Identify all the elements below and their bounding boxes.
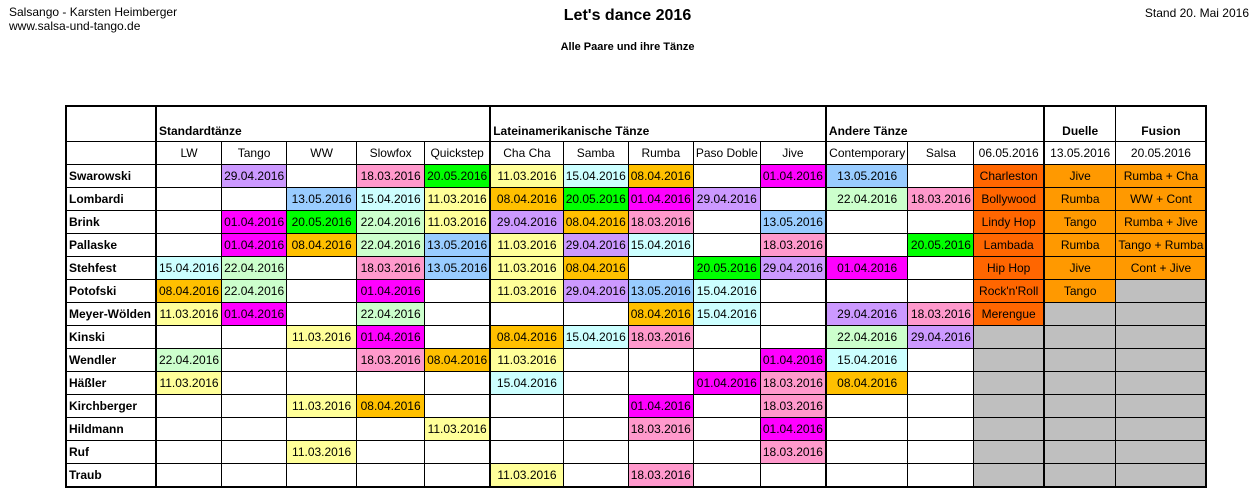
dance-cell: 22.04.2016 [357,303,425,326]
dance-cell [222,326,287,349]
couple-name: Wendler [66,349,156,372]
stand-date: Stand 20. Mai 2016 [1144,6,1249,20]
dance-cell [693,234,760,257]
dance-cell: 13.05.2016 [628,280,693,303]
dance-cell [628,257,693,280]
dance-cell [425,441,491,464]
dance-cell: 18.03.2016 [760,395,826,418]
dance-cell: Rumba [1044,188,1116,211]
dance-cell: 18.03.2016 [908,188,974,211]
column-header: Salsa [908,142,974,165]
dance-cell [563,464,628,488]
dance-cell [760,188,826,211]
dance-cell: 01.04.2016 [628,188,693,211]
table-row [66,441,1206,464]
dance-cell: Cont + Jive [1116,257,1207,280]
dance-cell: 18.03.2016 [357,349,425,372]
dance-cell: 11.03.2016 [490,280,563,303]
dance-cell: 29.04.2016 [222,165,287,188]
dance-cell [693,441,760,464]
column-header: Samba [563,142,628,165]
dance-cell: Lindy Hop [974,211,1044,234]
author-label: Salsango - Karsten Heimberger [9,5,178,19]
dance-cell: 18.03.2016 [628,326,693,349]
dance-cell [1116,280,1207,303]
group-andere: Andere Tänze [826,106,1044,142]
dance-cell: 11.03.2016 [490,234,563,257]
dance-cell: 13.05.2016 [287,188,357,211]
dance-cell [425,303,491,326]
table-row [66,188,1206,211]
dance-cell [222,395,287,418]
dance-cell: 18.03.2016 [760,234,826,257]
dance-cell [826,211,908,234]
dance-cell: 13.05.2016 [425,257,491,280]
couple-name: Häßler [66,372,156,395]
column-header: Jive [760,142,826,165]
column-header: Quickstep [425,142,491,165]
dance-cell: 20.05.2016 [908,234,974,257]
dance-cell [222,441,287,464]
dance-cell: Hip Hop [974,257,1044,280]
dance-cell [222,349,287,372]
dance-cell [693,165,760,188]
couple-name: Swarowski [66,165,156,188]
dance-cell: Tango + Rumba [1116,234,1207,257]
dance-cell [908,372,974,395]
dance-cell: Rock'n'Roll [974,280,1044,303]
dance-cell [693,211,760,234]
dance-cell [1116,441,1207,464]
dance-cell [222,372,287,395]
dance-cell: 11.03.2016 [490,165,563,188]
dance-cell: 08.04.2016 [490,326,563,349]
dance-cell [1116,372,1207,395]
dance-cell [563,303,628,326]
column-header: Rumba [628,142,693,165]
dance-cell: 20.05.2016 [563,188,628,211]
dance-cell: 01.04.2016 [628,395,693,418]
dance-cell: 01.04.2016 [760,418,826,441]
corner-cell [66,142,156,165]
table-row [66,395,1206,418]
table-row [66,280,1206,303]
dance-cell [826,395,908,418]
dance-cell: 01.04.2016 [222,234,287,257]
dance-cell: 15.04.2016 [490,372,563,395]
dance-cell: Merengue [974,303,1044,326]
dance-cell [425,280,491,303]
couple-name: Kirchberger [66,395,156,418]
dance-cell: 15.04.2016 [563,165,628,188]
dance-cell [1044,326,1116,349]
dance-cell [222,418,287,441]
dance-cell [826,441,908,464]
dance-cell [156,441,222,464]
group-header-row [66,106,1206,142]
dance-cell [425,395,491,418]
dance-cell [357,418,425,441]
dance-cell [760,280,826,303]
column-header: 06.05.2016 [974,142,1044,165]
dance-cell: 20.05.2016 [287,211,357,234]
dance-cell: 18.03.2016 [628,211,693,234]
group-duelle: Duelle [1044,106,1116,142]
dance-cell [826,464,908,488]
dance-cell: 01.04.2016 [760,349,826,372]
dance-cell [1044,418,1116,441]
dance-cell: 13.05.2016 [760,211,826,234]
couple-name: Potofski [66,280,156,303]
dance-cell: Charleston [974,165,1044,188]
dance-cell [425,464,491,488]
dance-cell: 01.04.2016 [357,280,425,303]
dance-table [65,105,1207,488]
dance-cell: 22.04.2016 [222,257,287,280]
table-row [66,372,1206,395]
dance-cell [563,395,628,418]
table-row [66,464,1206,488]
dance-cell [1044,464,1116,488]
dance-cell [908,257,974,280]
dance-cell: 20.05.2016 [425,165,491,188]
dance-cell: Rumba + Jive [1116,211,1207,234]
dance-cell [563,418,628,441]
dance-cell: 18.03.2016 [628,464,693,488]
couple-name: Meyer-Wölden [66,303,156,326]
couple-name: Ruf [66,441,156,464]
dance-cell: 11.03.2016 [287,441,357,464]
table-row [66,234,1206,257]
dance-cell [974,464,1044,488]
dance-cell: 08.04.2016 [490,188,563,211]
dance-cell: Tango [1044,280,1116,303]
dance-cell [490,441,563,464]
dance-cell [425,326,491,349]
dance-cell: 11.03.2016 [490,257,563,280]
dance-cell: 29.04.2016 [826,303,908,326]
couple-name: Traub [66,464,156,488]
dance-cell: 08.04.2016 [563,257,628,280]
dance-cell [490,418,563,441]
dance-cell: 01.04.2016 [222,303,287,326]
dance-cell [1044,303,1116,326]
table-row [66,165,1206,188]
dance-cell: 29.04.2016 [760,257,826,280]
dance-cell [908,418,974,441]
column-header: LW [156,142,222,165]
dance-cell: 22.04.2016 [222,280,287,303]
dance-cell [287,280,357,303]
dance-cell [1044,349,1116,372]
column-header: Slowfox [357,142,425,165]
page-title: Let's dance 2016 [563,7,692,24]
column-header: Cha Cha [490,142,563,165]
dance-cell [974,441,1044,464]
column-header: Contemporary [826,142,908,165]
dance-cell: 11.03.2016 [490,349,563,372]
dance-cell: 18.03.2016 [760,372,826,395]
dance-cell: 11.03.2016 [156,372,222,395]
dance-cell [287,464,357,488]
dance-cell: Bollywood [974,188,1044,211]
dance-cell [908,349,974,372]
dance-cell: 11.03.2016 [156,303,222,326]
dance-cell [1116,464,1207,488]
dance-cell: Rumba [1044,234,1116,257]
dance-cell: 13.05.2016 [826,165,908,188]
column-header: Paso Doble [693,142,760,165]
dance-cell [908,211,974,234]
dance-cell [628,441,693,464]
dance-cell [156,211,222,234]
dance-cell [1044,372,1116,395]
dance-cell: 15.04.2016 [693,303,760,326]
dance-cell [287,418,357,441]
dance-cell: Rumba + Cha [1116,165,1207,188]
dance-cell: 22.04.2016 [826,188,908,211]
dance-cell: Jive [1044,257,1116,280]
couple-name: Lombardi [66,188,156,211]
dance-cell: 01.04.2016 [357,326,425,349]
dance-cell: 22.04.2016 [357,211,425,234]
dance-cell: Lambada [974,234,1044,257]
dance-cell [563,349,628,372]
dance-cell: 29.04.2016 [908,326,974,349]
dance-cell [693,326,760,349]
couple-name: Brink [66,211,156,234]
dance-cell [974,349,1044,372]
table-row [66,326,1206,349]
dance-cell [156,418,222,441]
dance-cell: 08.04.2016 [425,349,491,372]
dance-cell [563,441,628,464]
dance-cell [156,464,222,488]
dance-cell [908,165,974,188]
dance-cell: 01.04.2016 [222,211,287,234]
dance-cell: Tango [1044,211,1116,234]
dance-cell [693,464,760,488]
dance-cell [974,372,1044,395]
dance-cell [222,188,287,211]
dance-cell [908,464,974,488]
dance-cell: 29.04.2016 [563,280,628,303]
dance-cell: 08.04.2016 [357,395,425,418]
dance-cell [287,349,357,372]
dance-cell [156,188,222,211]
table-row [66,257,1206,280]
dance-cell: 22.04.2016 [826,326,908,349]
dance-cell [1116,303,1207,326]
dance-cell [908,395,974,418]
dance-cell [287,372,357,395]
couple-name: Kinski [66,326,156,349]
dance-cell: WW + Cont [1116,188,1207,211]
dance-cell [156,234,222,257]
dance-cell [1116,418,1207,441]
column-header: Tango [222,142,287,165]
dance-cell [490,303,563,326]
table-row [66,418,1206,441]
dance-cell [287,165,357,188]
dance-cell: 01.04.2016 [693,372,760,395]
dance-cell: 15.04.2016 [826,349,908,372]
couple-name: Hildmann [66,418,156,441]
dance-cell: 01.04.2016 [760,165,826,188]
dance-cell [760,303,826,326]
dance-cell [826,280,908,303]
website-link[interactable]: www.salsa-und-tango.de [9,19,141,33]
dance-cell: 08.04.2016 [563,211,628,234]
dance-cell [156,326,222,349]
column-header: WW [287,142,357,165]
dance-cell: 29.04.2016 [563,234,628,257]
dance-cell [156,395,222,418]
dance-cell: 18.03.2016 [908,303,974,326]
dance-cell [908,441,974,464]
dance-cell [357,441,425,464]
dance-cell: 15.04.2016 [693,280,760,303]
dance-cell [1116,349,1207,372]
dance-cell: 08.04.2016 [156,280,222,303]
column-header-row [66,142,1206,165]
corner-cell [66,106,156,142]
dance-cell [760,464,826,488]
dance-cell [357,464,425,488]
column-header: 13.05.2016 [1044,142,1116,165]
dance-cell [760,326,826,349]
dance-cell: 29.04.2016 [693,188,760,211]
dance-cell [425,372,491,395]
dance-cell: 11.03.2016 [287,326,357,349]
dance-cell [490,395,563,418]
dance-cell: 01.04.2016 [826,257,908,280]
dance-cell: 29.04.2016 [490,211,563,234]
dance-cell: 13.05.2016 [425,234,491,257]
dance-cell: 11.03.2016 [287,395,357,418]
dance-cell [908,280,974,303]
dance-cell [357,372,425,395]
dance-cell [693,395,760,418]
couple-name: Pallaske [66,234,156,257]
dance-cell: 18.03.2016 [628,418,693,441]
dance-cell [693,349,760,372]
dance-cell: 15.04.2016 [628,234,693,257]
group-standard: Standardtänze [156,106,490,142]
dance-cell [563,372,628,395]
page-subtitle: Alle Paare und ihre Tänze [560,41,695,53]
dance-cell [222,464,287,488]
couple-name: Stehfest [66,257,156,280]
dance-cell: Jive [1044,165,1116,188]
dance-cell [287,257,357,280]
table-row [66,349,1206,372]
dance-cell [628,349,693,372]
dance-cell [287,303,357,326]
dance-cell [826,234,908,257]
dance-cell: 08.04.2016 [628,165,693,188]
dance-cell [826,418,908,441]
dance-cell [974,326,1044,349]
dance-cell: 11.03.2016 [425,418,491,441]
table-row [66,211,1206,234]
table-row [66,303,1206,326]
dance-cell [1116,395,1207,418]
dance-cell: 18.03.2016 [357,165,425,188]
dance-cell [628,372,693,395]
dance-cell [693,418,760,441]
dance-cell: 22.04.2016 [156,349,222,372]
dance-cell [1044,441,1116,464]
group-latein: Lateinamerikanische Tänze [490,106,826,142]
dance-cell: 11.03.2016 [490,464,563,488]
dance-cell [974,418,1044,441]
dance-cell: 11.03.2016 [425,188,491,211]
dance-cell: 11.03.2016 [425,211,491,234]
group-fusion: Fusion [1116,106,1207,142]
column-header: 20.05.2016 [1116,142,1207,165]
dance-cell: 15.04.2016 [357,188,425,211]
dance-cell: 18.03.2016 [357,257,425,280]
dance-cell: 08.04.2016 [628,303,693,326]
dance-cell: 15.04.2016 [156,257,222,280]
dance-cell: 20.05.2016 [693,257,760,280]
dance-cell [974,395,1044,418]
dance-cell: 18.03.2016 [760,441,826,464]
dance-cell: 08.04.2016 [287,234,357,257]
dance-cell [1116,326,1207,349]
dance-cell [156,165,222,188]
dance-cell [1044,395,1116,418]
dance-cell: 15.04.2016 [563,326,628,349]
dance-cell: 08.04.2016 [826,372,908,395]
dance-cell: 22.04.2016 [357,234,425,257]
